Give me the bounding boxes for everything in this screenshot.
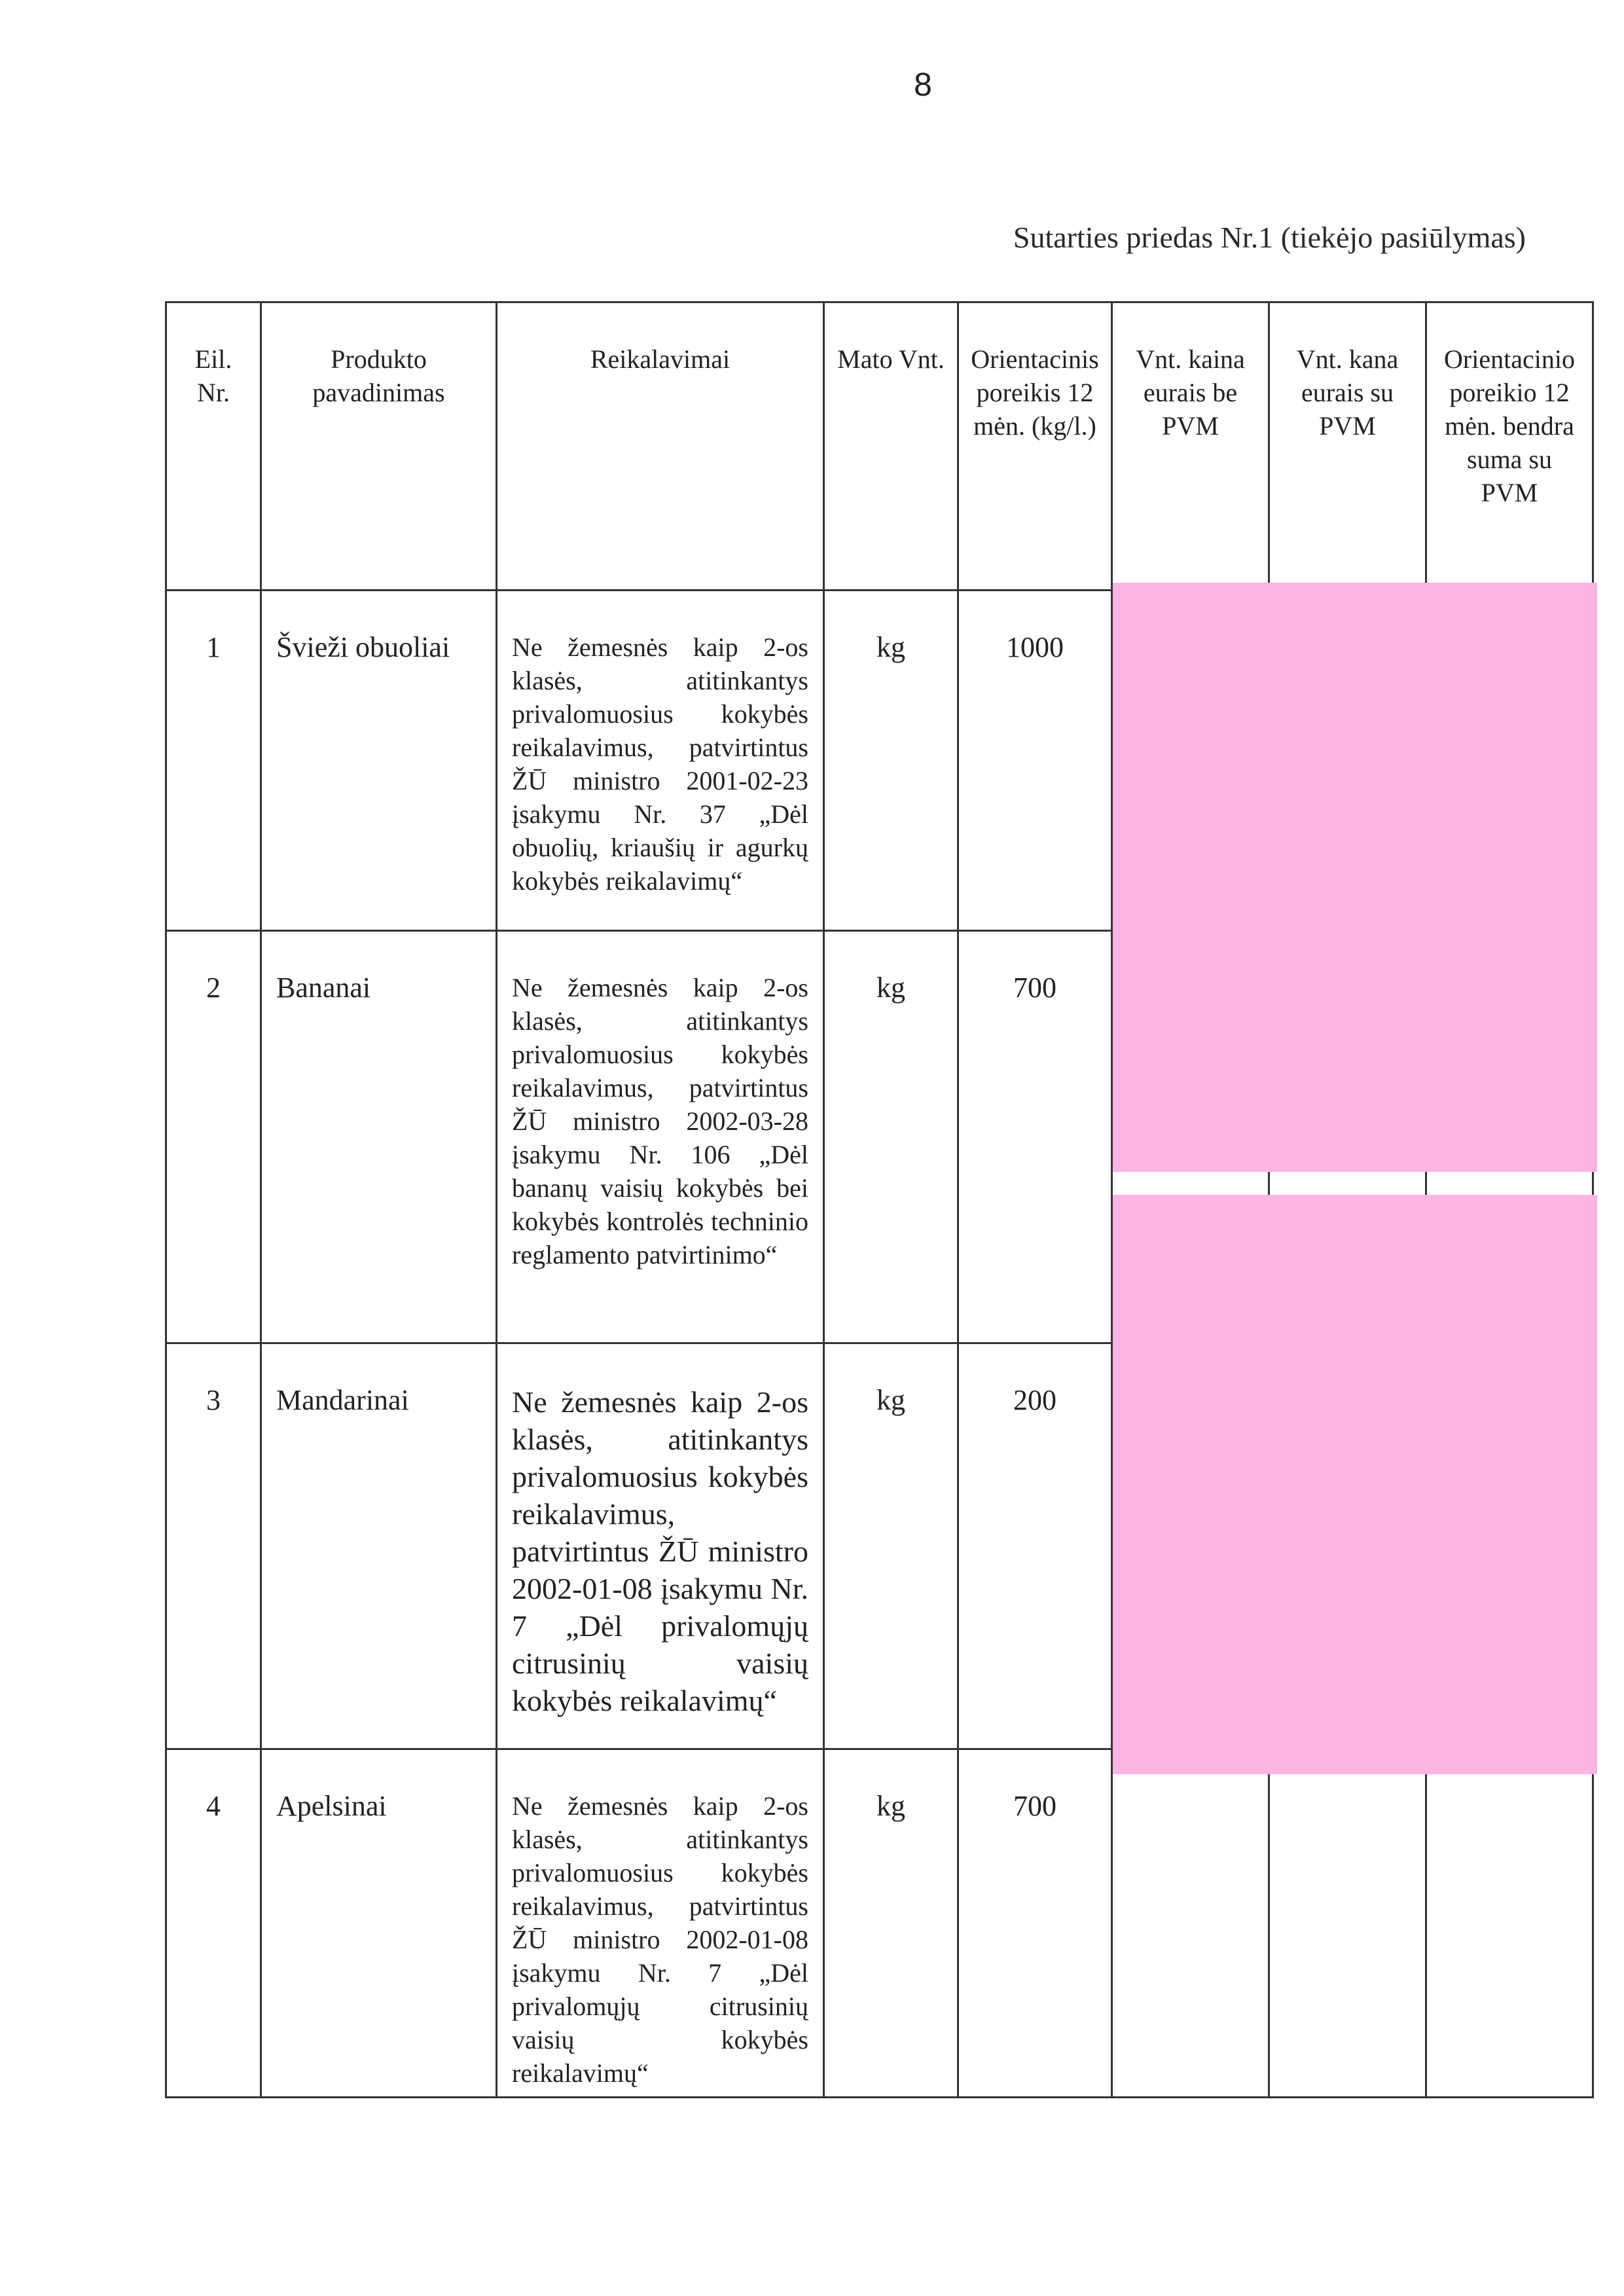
row-product-name: Mandarinai [261, 1343, 497, 1749]
row-requirements: Ne žemesnės kaip 2-os klasės, atitinkantys privalomuosius kokybės reikalavimus, patvirtintus ŽŪ ministro 2002-01-08 įsakymu Nr. 7 „Dėl privalomųjų citrusinių vaisių kokybės reikalavimų“ [497, 1749, 824, 2098]
row-product-name: Apelsinai [261, 1749, 497, 2098]
table-header-row [166, 302, 1593, 591]
row-quantity: 700 [958, 931, 1112, 1343]
row-price-no-vat [1112, 1749, 1269, 2098]
row-quantity: 700 [958, 1749, 1112, 2098]
redaction-block [1113, 583, 1597, 1172]
row-quantity: 1000 [958, 591, 1112, 931]
row-nr: 2 [166, 931, 261, 1343]
row-nr: 1 [166, 591, 261, 931]
header-quantity: Orientacinis poreikis 12 mėn. (kg/l.) [958, 302, 1112, 591]
row-product-name: Bananai [261, 931, 497, 1343]
redaction-block [1113, 1195, 1597, 1774]
header-total-vat: Orientacinio poreikio 12 mėn. bendra suma su PVM [1426, 302, 1593, 591]
row-unit: kg [824, 591, 958, 931]
row-requirements: Ne žemesnės kaip 2-os klasės, atitinkantys privalomuosius kokybės reikalavimus, patvirtintus ŽŪ ministro 2002-01-08 įsakymu Nr. 7 „Dėl privalomųjų citrusinių vaisių kokybės reikalavimų“ [497, 1343, 824, 1749]
row-unit: kg [824, 1749, 958, 2098]
row-requirements: Ne žemesnės kaip 2-os klasės, atitinkantys privalomuosius kokybės reikalavimus, patvirtintus ŽŪ ministro 2002-03-28 įsakymu Nr. 106 „Dėl bananų vaisių kokybės bei kokybės kontrolės techninio reglamento patvirtinimo“ [497, 931, 824, 1343]
row-requirements: Ne žemesnės kaip 2-os klasės, atitinkantys privalomuosius kokybės reikalavimus, patvirtintus ŽŪ ministro 2001-02-23 įsakymu Nr. 37 „Dėl obuolių, kriaušių ir agurkų kokybės reikalavimų“ [497, 591, 824, 931]
header-requirements: Reikalavimai [497, 302, 824, 591]
row-total-vat [1426, 1749, 1593, 2098]
row-unit: kg [824, 931, 958, 1343]
table-row [166, 1749, 1593, 2098]
header-price-no-vat: Vnt. kaina eurais be PVM [1112, 302, 1269, 591]
header-name: Produkto pavadinimas [261, 302, 497, 591]
header-unit: Mato Vnt. [824, 302, 958, 591]
row-quantity: 200 [958, 1343, 1112, 1749]
row-nr: 4 [166, 1749, 261, 2098]
annex-title: Sutarties priedas Nr.1 (tiekėjo pasiūlymas) [1013, 221, 1526, 254]
header-nr: Eil. Nr. [166, 302, 261, 591]
header-price-vat: Vnt. kana eurais su PVM [1269, 302, 1426, 591]
row-nr: 3 [166, 1343, 261, 1749]
row-product-name: Švieži obuoliai [261, 591, 497, 931]
row-price-vat [1269, 1749, 1426, 2098]
row-unit: kg [824, 1343, 958, 1749]
page-number: 8 [914, 66, 932, 103]
